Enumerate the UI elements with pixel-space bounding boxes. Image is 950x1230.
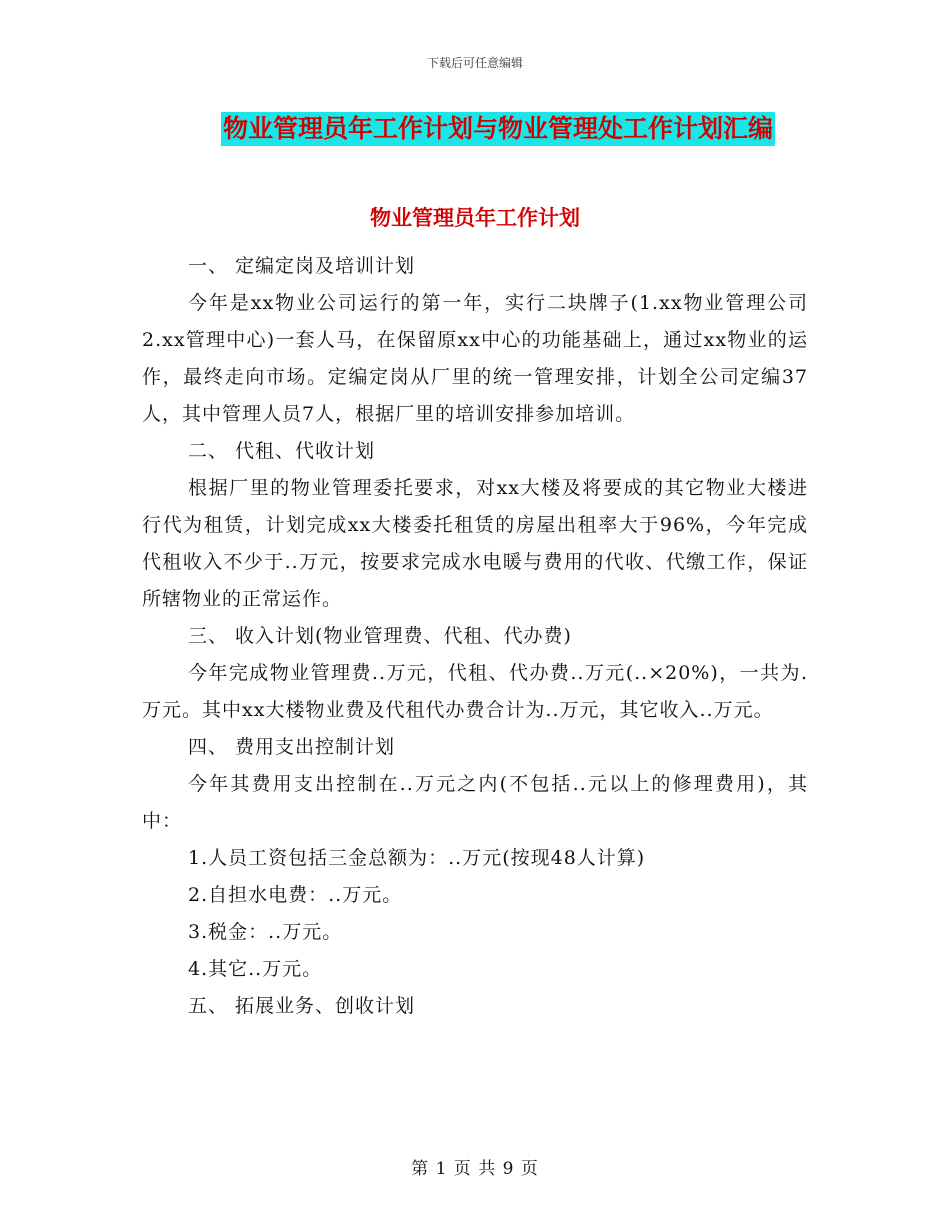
paragraph: 今年是xx物业公司运行的第一年，实行二块牌子(1.xx物业管理公司 2.xx管理中心)一套人马，在保留原xx中心的功能基础上，通过xx物业的运作，最终走向市场。定编定岗从厂里的统一管理安排，计划全公司定编37人，其中管理人员7人，根据厂里的培训安排参加培训。 xyxy=(142,292,808,425)
list-item: 4.其它..万元。 xyxy=(188,958,323,980)
section-heading-4: 四、 费用支出控制计划 xyxy=(188,736,396,758)
main-title: 物业管理员年工作计划与物业管理处工作计划汇编 xyxy=(221,112,775,146)
paragraph: 今年完成物业管理费..万元，代租、代办费..万元(..×20%)，一共为.万元。其中xx大楼物业费及代租代办费合计为..万元，其它收入..万元。 xyxy=(142,662,808,721)
page-footer: 第 1 页 共 9 页 xyxy=(411,1159,539,1179)
section-heading-3: 三、 收入计划(物业管理费、代租、代办费) xyxy=(188,625,572,647)
paragraph: 今年其费用支出控制在..万元之内(不包括..元以上的修理费用)，其中： xyxy=(142,773,808,832)
section-heading-5: 五、 拓展业务、创收计划 xyxy=(188,995,416,1017)
main-title-container xyxy=(0,112,950,146)
list-item: 1.人员工资包括三金总额为：..万元(按现48人计算) xyxy=(188,847,646,869)
list-item: 2.自担水电费：..万元。 xyxy=(188,884,403,906)
document-body xyxy=(142,248,808,1025)
header-note: 下载后可任意编辑 xyxy=(426,56,523,70)
sub-title: 物业管理员年工作计划 xyxy=(370,206,580,230)
paragraph: 根据厂里的物业管理委托要求，对xx大楼及将要成的其它物业大楼进行代为租赁，计划完成xx大楼委托租赁的房屋出租率大于96%，今年完成代租收入不少于..万元，按要求完成水电暖与费用的代收、代缴工作，保证所辖物业的正常运作。 xyxy=(142,477,808,610)
list-item: 3.税金：..万元。 xyxy=(188,921,343,943)
section-heading-2: 二、 代租、代收计划 xyxy=(188,440,376,462)
section-heading-1: 一、 定编定岗及培训计划 xyxy=(188,255,416,277)
